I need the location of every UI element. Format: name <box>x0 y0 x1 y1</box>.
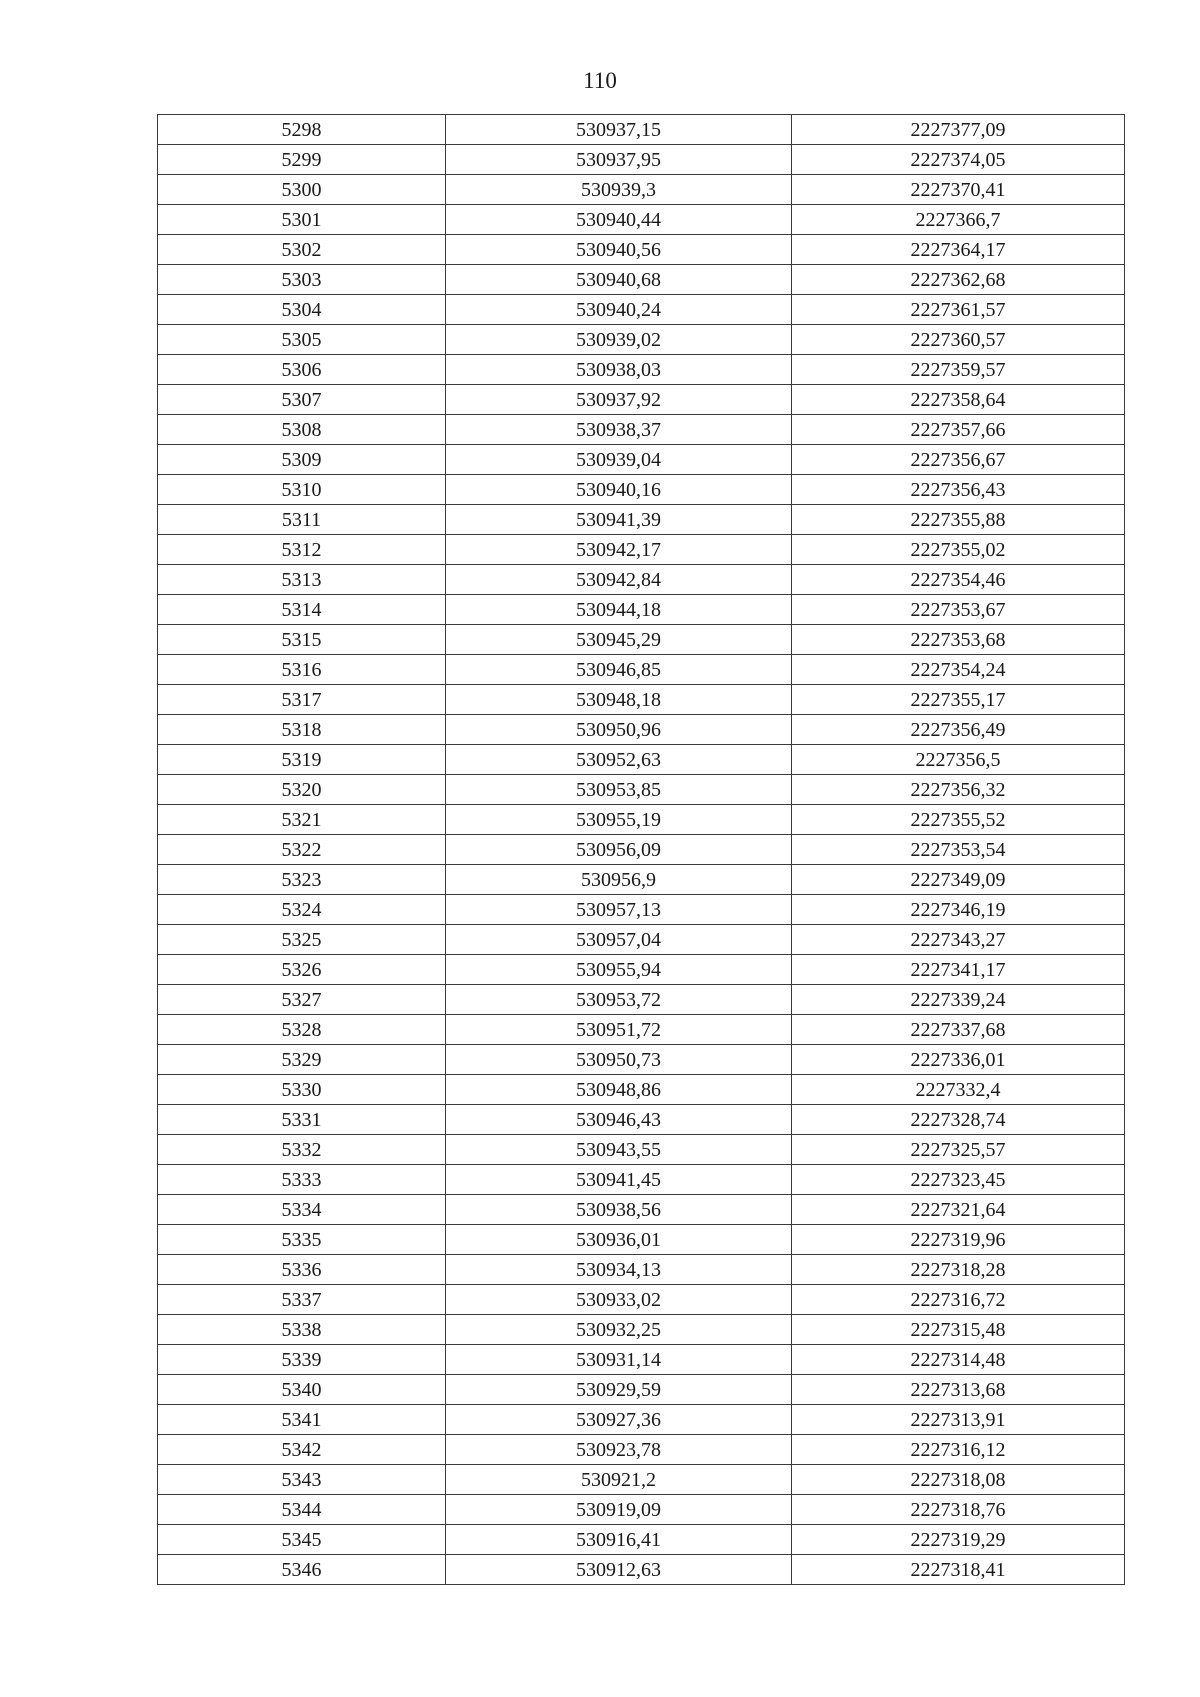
table-row <box>158 1495 1125 1525</box>
table-row <box>158 955 1125 985</box>
x-coordinate-cell: 530948,18 <box>446 685 792 715</box>
table-row <box>158 505 1125 535</box>
y-coordinate-cell: 2227341,17 <box>792 955 1125 985</box>
point-number-cell: 5345 <box>158 1525 446 1555</box>
x-coordinate-cell: 530946,85 <box>446 655 792 685</box>
x-coordinate-cell: 530941,45 <box>446 1165 792 1195</box>
y-coordinate-cell: 2227325,57 <box>792 1135 1125 1165</box>
table-row <box>158 1225 1125 1255</box>
x-coordinate-cell: 530936,01 <box>446 1225 792 1255</box>
point-number-cell: 5330 <box>158 1075 446 1105</box>
y-coordinate-cell: 2227354,46 <box>792 565 1125 595</box>
x-coordinate-cell: 530955,19 <box>446 805 792 835</box>
x-coordinate-cell: 530916,41 <box>446 1525 792 1555</box>
x-coordinate-cell: 530921,2 <box>446 1465 792 1495</box>
table-row <box>158 1165 1125 1195</box>
x-coordinate-cell: 530937,15 <box>446 115 792 145</box>
y-coordinate-cell: 2227332,4 <box>792 1075 1125 1105</box>
y-coordinate-cell: 2227349,09 <box>792 865 1125 895</box>
y-coordinate-cell: 2227357,66 <box>792 415 1125 445</box>
table-row <box>158 1435 1125 1465</box>
table-row <box>158 355 1125 385</box>
point-number-cell: 5307 <box>158 385 446 415</box>
x-coordinate-cell: 530939,04 <box>446 445 792 475</box>
point-number-cell: 5308 <box>158 415 446 445</box>
table-row <box>158 625 1125 655</box>
table-row <box>158 445 1125 475</box>
point-number-cell: 5343 <box>158 1465 446 1495</box>
x-coordinate-cell: 530912,63 <box>446 1555 792 1585</box>
table-row <box>158 1195 1125 1225</box>
x-coordinate-cell: 530957,04 <box>446 925 792 955</box>
x-coordinate-cell: 530946,43 <box>446 1105 792 1135</box>
table-row <box>158 1375 1125 1405</box>
point-number-cell: 5325 <box>158 925 446 955</box>
point-number-cell: 5315 <box>158 625 446 655</box>
x-coordinate-cell: 530952,63 <box>446 745 792 775</box>
point-number-cell: 5302 <box>158 235 446 265</box>
y-coordinate-cell: 2227337,68 <box>792 1015 1125 1045</box>
point-number-cell: 5322 <box>158 835 446 865</box>
x-coordinate-cell: 530940,24 <box>446 295 792 325</box>
y-coordinate-cell: 2227356,49 <box>792 715 1125 745</box>
x-coordinate-cell: 530939,02 <box>446 325 792 355</box>
x-coordinate-cell: 530934,13 <box>446 1255 792 1285</box>
table-row <box>158 265 1125 295</box>
x-coordinate-cell: 530950,96 <box>446 715 792 745</box>
table-row <box>158 1555 1125 1585</box>
table-row <box>158 1315 1125 1345</box>
table-body <box>158 115 1125 1585</box>
table-row <box>158 415 1125 445</box>
table-row <box>158 295 1125 325</box>
point-number-cell: 5314 <box>158 595 446 625</box>
x-coordinate-cell: 530937,95 <box>446 145 792 175</box>
y-coordinate-cell: 2227313,91 <box>792 1405 1125 1435</box>
y-coordinate-cell: 2227323,45 <box>792 1165 1125 1195</box>
table-row <box>158 325 1125 355</box>
x-coordinate-cell: 530940,16 <box>446 475 792 505</box>
x-coordinate-cell: 530942,17 <box>446 535 792 565</box>
y-coordinate-cell: 2227366,7 <box>792 205 1125 235</box>
y-coordinate-cell: 2227318,08 <box>792 1465 1125 1495</box>
y-coordinate-cell: 2227321,64 <box>792 1195 1125 1225</box>
x-coordinate-cell: 530940,56 <box>446 235 792 265</box>
coordinates-table <box>157 114 1125 1585</box>
x-coordinate-cell: 530953,85 <box>446 775 792 805</box>
point-number-cell: 5313 <box>158 565 446 595</box>
point-number-cell: 5323 <box>158 865 446 895</box>
y-coordinate-cell: 2227356,43 <box>792 475 1125 505</box>
y-coordinate-cell: 2227318,41 <box>792 1555 1125 1585</box>
y-coordinate-cell: 2227356,5 <box>792 745 1125 775</box>
point-number-cell: 5304 <box>158 295 446 325</box>
y-coordinate-cell: 2227319,29 <box>792 1525 1125 1555</box>
table-row <box>158 1525 1125 1555</box>
x-coordinate-cell: 530938,03 <box>446 355 792 385</box>
point-number-cell: 5334 <box>158 1195 446 1225</box>
point-number-cell: 5342 <box>158 1435 446 1465</box>
x-coordinate-cell: 530953,72 <box>446 985 792 1015</box>
table-row <box>158 475 1125 505</box>
point-number-cell: 5317 <box>158 685 446 715</box>
table-row <box>158 1465 1125 1495</box>
table-row <box>158 1345 1125 1375</box>
y-coordinate-cell: 2227319,96 <box>792 1225 1125 1255</box>
x-coordinate-cell: 530932,25 <box>446 1315 792 1345</box>
x-coordinate-cell: 530945,29 <box>446 625 792 655</box>
y-coordinate-cell: 2227374,05 <box>792 145 1125 175</box>
table-row <box>158 1015 1125 1045</box>
point-number-cell: 5300 <box>158 175 446 205</box>
y-coordinate-cell: 2227346,19 <box>792 895 1125 925</box>
x-coordinate-cell: 530957,13 <box>446 895 792 925</box>
y-coordinate-cell: 2227339,24 <box>792 985 1125 1015</box>
point-number-cell: 5324 <box>158 895 446 925</box>
table-row <box>158 1285 1125 1315</box>
y-coordinate-cell: 2227314,48 <box>792 1345 1125 1375</box>
table-row <box>158 235 1125 265</box>
y-coordinate-cell: 2227328,74 <box>792 1105 1125 1135</box>
x-coordinate-cell: 530948,86 <box>446 1075 792 1105</box>
point-number-cell: 5306 <box>158 355 446 385</box>
point-number-cell: 5337 <box>158 1285 446 1315</box>
point-number-cell: 5333 <box>158 1165 446 1195</box>
table-row <box>158 535 1125 565</box>
table-row <box>158 715 1125 745</box>
y-coordinate-cell: 2227315,48 <box>792 1315 1125 1345</box>
y-coordinate-cell: 2227358,64 <box>792 385 1125 415</box>
point-number-cell: 5320 <box>158 775 446 805</box>
point-number-cell: 5331 <box>158 1105 446 1135</box>
point-number-cell: 5328 <box>158 1015 446 1045</box>
table-row <box>158 985 1125 1015</box>
point-number-cell: 5344 <box>158 1495 446 1525</box>
table-row <box>158 1045 1125 1075</box>
point-number-cell: 5316 <box>158 655 446 685</box>
y-coordinate-cell: 2227355,17 <box>792 685 1125 715</box>
table-row <box>158 385 1125 415</box>
x-coordinate-cell: 530940,68 <box>446 265 792 295</box>
point-number-cell: 5339 <box>158 1345 446 1375</box>
table-row <box>158 205 1125 235</box>
x-coordinate-cell: 530937,92 <box>446 385 792 415</box>
x-coordinate-cell: 530941,39 <box>446 505 792 535</box>
y-coordinate-cell: 2227362,68 <box>792 265 1125 295</box>
table-row <box>158 175 1125 205</box>
point-number-cell: 5305 <box>158 325 446 355</box>
y-coordinate-cell: 2227355,02 <box>792 535 1125 565</box>
table-row <box>158 1105 1125 1135</box>
table-row <box>158 1255 1125 1285</box>
x-coordinate-cell: 530950,73 <box>446 1045 792 1075</box>
x-coordinate-cell: 530956,09 <box>446 835 792 865</box>
table-row <box>158 895 1125 925</box>
y-coordinate-cell: 2227361,57 <box>792 295 1125 325</box>
x-coordinate-cell: 530955,94 <box>446 955 792 985</box>
x-coordinate-cell: 530938,37 <box>446 415 792 445</box>
y-coordinate-cell: 2227370,41 <box>792 175 1125 205</box>
x-coordinate-cell: 530938,56 <box>446 1195 792 1225</box>
x-coordinate-cell: 530944,18 <box>446 595 792 625</box>
y-coordinate-cell: 2227336,01 <box>792 1045 1125 1075</box>
point-number-cell: 5309 <box>158 445 446 475</box>
point-number-cell: 5321 <box>158 805 446 835</box>
x-coordinate-cell: 530927,36 <box>446 1405 792 1435</box>
x-coordinate-cell: 530940,44 <box>446 205 792 235</box>
x-coordinate-cell: 530919,09 <box>446 1495 792 1525</box>
table-row <box>158 775 1125 805</box>
point-number-cell: 5336 <box>158 1255 446 1285</box>
table-row <box>158 805 1125 835</box>
x-coordinate-cell: 530939,3 <box>446 175 792 205</box>
table-row <box>158 925 1125 955</box>
y-coordinate-cell: 2227343,27 <box>792 925 1125 955</box>
x-coordinate-cell: 530943,55 <box>446 1135 792 1165</box>
point-number-cell: 5340 <box>158 1375 446 1405</box>
table-row <box>158 835 1125 865</box>
point-number-cell: 5299 <box>158 145 446 175</box>
table-row <box>158 145 1125 175</box>
x-coordinate-cell: 530956,9 <box>446 865 792 895</box>
y-coordinate-cell: 2227316,72 <box>792 1285 1125 1315</box>
table-row <box>158 745 1125 775</box>
y-coordinate-cell: 2227318,76 <box>792 1495 1125 1525</box>
y-coordinate-cell: 2227355,52 <box>792 805 1125 835</box>
x-coordinate-cell: 530931,14 <box>446 1345 792 1375</box>
x-coordinate-cell: 530942,84 <box>446 565 792 595</box>
y-coordinate-cell: 2227360,57 <box>792 325 1125 355</box>
point-number-cell: 5338 <box>158 1315 446 1345</box>
point-number-cell: 5335 <box>158 1225 446 1255</box>
table-row <box>158 565 1125 595</box>
y-coordinate-cell: 2227359,57 <box>792 355 1125 385</box>
point-number-cell: 5303 <box>158 265 446 295</box>
point-number-cell: 5319 <box>158 745 446 775</box>
y-coordinate-cell: 2227356,67 <box>792 445 1125 475</box>
point-number-cell: 5346 <box>158 1555 446 1585</box>
table-row <box>158 685 1125 715</box>
y-coordinate-cell: 2227353,68 <box>792 625 1125 655</box>
point-number-cell: 5332 <box>158 1135 446 1165</box>
table-row <box>158 115 1125 145</box>
table-row <box>158 1135 1125 1165</box>
point-number-cell: 5341 <box>158 1405 446 1435</box>
x-coordinate-cell: 530933,02 <box>446 1285 792 1315</box>
table-row <box>158 655 1125 685</box>
y-coordinate-cell: 2227318,28 <box>792 1255 1125 1285</box>
point-number-cell: 5301 <box>158 205 446 235</box>
point-number-cell: 5326 <box>158 955 446 985</box>
point-number-cell: 5311 <box>158 505 446 535</box>
x-coordinate-cell: 530929,59 <box>446 1375 792 1405</box>
table-row <box>158 1075 1125 1105</box>
point-number-cell: 5327 <box>158 985 446 1015</box>
y-coordinate-cell: 2227364,17 <box>792 235 1125 265</box>
point-number-cell: 5298 <box>158 115 446 145</box>
y-coordinate-cell: 2227355,88 <box>792 505 1125 535</box>
point-number-cell: 5318 <box>158 715 446 745</box>
y-coordinate-cell: 2227313,68 <box>792 1375 1125 1405</box>
point-number-cell: 5329 <box>158 1045 446 1075</box>
y-coordinate-cell: 2227356,32 <box>792 775 1125 805</box>
y-coordinate-cell: 2227353,54 <box>792 835 1125 865</box>
point-number-cell: 5310 <box>158 475 446 505</box>
table-row <box>158 865 1125 895</box>
table-row <box>158 1405 1125 1435</box>
table-row <box>158 595 1125 625</box>
point-number-cell: 5312 <box>158 535 446 565</box>
page-number: 110 <box>583 68 617 93</box>
y-coordinate-cell: 2227316,12 <box>792 1435 1125 1465</box>
y-coordinate-cell: 2227353,67 <box>792 595 1125 625</box>
y-coordinate-cell: 2227354,24 <box>792 655 1125 685</box>
x-coordinate-cell: 530951,72 <box>446 1015 792 1045</box>
y-coordinate-cell: 2227377,09 <box>792 115 1125 145</box>
x-coordinate-cell: 530923,78 <box>446 1435 792 1465</box>
